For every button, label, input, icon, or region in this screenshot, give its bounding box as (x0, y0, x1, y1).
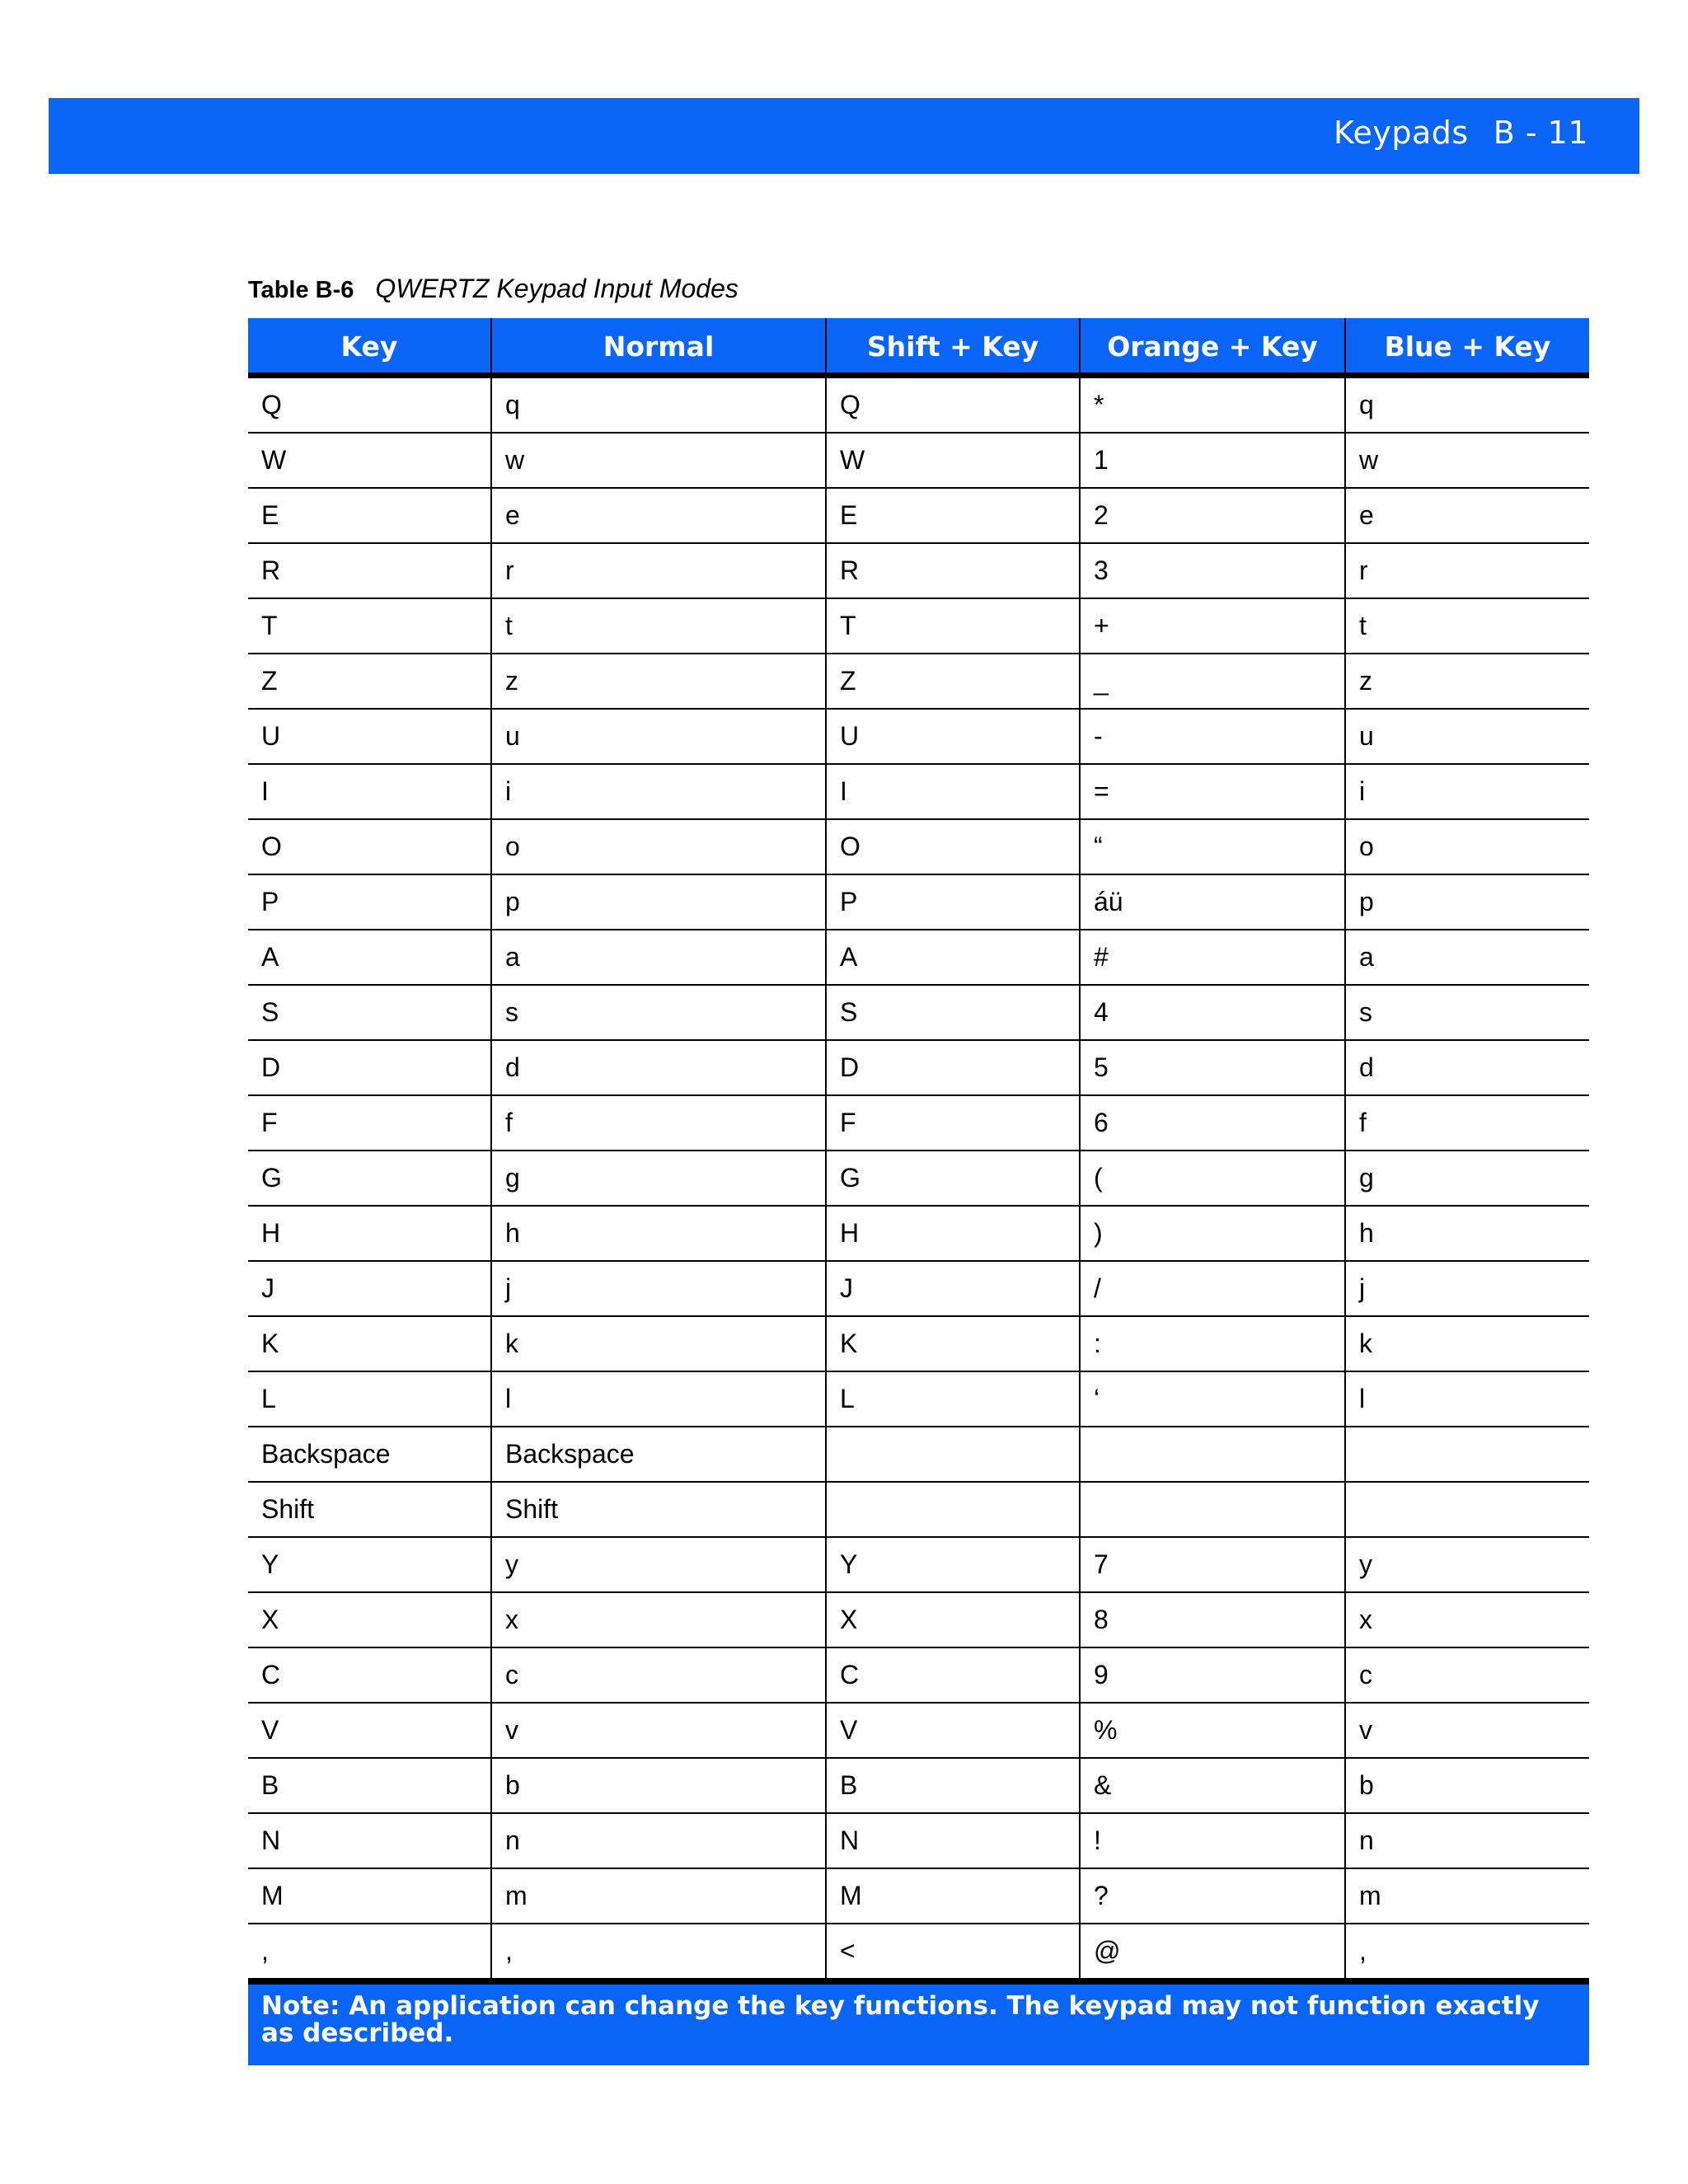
shift-key-cell: F (826, 1095, 1080, 1151)
key-cell: Y (248, 1537, 491, 1592)
key-cell: T (248, 598, 491, 654)
blue-key-cell: j (1345, 1261, 1589, 1316)
orange-key-cell: 4 (1080, 985, 1345, 1040)
page-header-bar (49, 98, 1639, 174)
table-row (248, 1592, 1589, 1647)
shift-key-cell: P (826, 874, 1080, 930)
blue-key-cell: a (1345, 930, 1589, 985)
key-cell: M (248, 1868, 491, 1924)
table-row (248, 764, 1589, 819)
table-row (248, 1371, 1589, 1427)
table-row (248, 1206, 1589, 1261)
orange-key-cell: 8 (1080, 1592, 1345, 1647)
normal-cell: g (491, 1151, 826, 1206)
normal-cell: o (491, 819, 826, 874)
shift-key-cell: H (826, 1206, 1080, 1261)
blue-key-cell: q (1345, 376, 1589, 434)
table-row (248, 985, 1589, 1040)
shift-key-cell: M (826, 1868, 1080, 1924)
orange-key-cell: # (1080, 930, 1345, 985)
blue-key-cell: v (1345, 1703, 1589, 1758)
key-cell: R (248, 543, 491, 598)
key-cell: X (248, 1592, 491, 1647)
blue-key-cell: c (1345, 1647, 1589, 1703)
key-cell: Z (248, 654, 491, 709)
table-row (248, 1868, 1589, 1924)
normal-cell: p (491, 874, 826, 930)
key-cell: C (248, 1647, 491, 1703)
table-row (248, 543, 1589, 598)
shift-key-cell: U (826, 709, 1080, 764)
shift-key-cell: O (826, 819, 1080, 874)
shift-key-cell: Q (826, 376, 1080, 434)
orange-key-cell: _ (1080, 654, 1345, 709)
normal-cell: v (491, 1703, 826, 1758)
shift-key-cell: V (826, 1703, 1080, 1758)
key-cell: W (248, 433, 491, 488)
key-cell: , (248, 1924, 491, 1979)
qwertz-keypad-table (248, 318, 1589, 1980)
blue-key-cell: s (1345, 985, 1589, 1040)
table-row (248, 1813, 1589, 1868)
table-row (248, 1316, 1589, 1371)
shift-key-cell (826, 1427, 1080, 1482)
table-row (248, 1095, 1589, 1151)
orange-key-cell: * (1080, 376, 1345, 434)
shift-key-cell: Z (826, 654, 1080, 709)
orange-key-cell: % (1080, 1703, 1345, 1758)
shift-key-cell: Y (826, 1537, 1080, 1592)
shift-key-cell: I (826, 764, 1080, 819)
shift-key-cell: L (826, 1371, 1080, 1427)
normal-cell: c (491, 1647, 826, 1703)
orange-key-cell: + (1080, 598, 1345, 654)
table-body (248, 376, 1589, 1980)
key-cell: Backspace (248, 1427, 491, 1482)
column-header-blue-key: Blue + Key (1345, 319, 1589, 376)
blue-key-cell: u (1345, 709, 1589, 764)
section-title: Keypads (1333, 115, 1469, 151)
orange-key-cell: ‘ (1080, 1371, 1345, 1427)
normal-cell: Shift (491, 1482, 826, 1537)
shift-key-cell: T (826, 598, 1080, 654)
normal-cell: q (491, 376, 826, 434)
table-row (248, 709, 1589, 764)
orange-key-cell (1080, 1482, 1345, 1537)
blue-key-cell (1345, 1427, 1589, 1482)
normal-cell: r (491, 543, 826, 598)
key-cell: A (248, 930, 491, 985)
table-row (248, 598, 1589, 654)
shift-key-cell: R (826, 543, 1080, 598)
key-cell: N (248, 1813, 491, 1868)
shift-key-cell: < (826, 1924, 1080, 1979)
table-row (248, 1924, 1589, 1979)
shift-key-cell: W (826, 433, 1080, 488)
blue-key-cell: t (1345, 598, 1589, 654)
orange-key-cell: - (1080, 709, 1345, 764)
shift-key-cell: S (826, 985, 1080, 1040)
table-row (248, 654, 1589, 709)
blue-key-cell (1345, 1482, 1589, 1537)
key-cell: P (248, 874, 491, 930)
key-cell: D (248, 1040, 491, 1095)
shift-key-cell: N (826, 1813, 1080, 1868)
blue-key-cell: k (1345, 1316, 1589, 1371)
key-cell: L (248, 1371, 491, 1427)
key-cell: F (248, 1095, 491, 1151)
normal-cell: u (491, 709, 826, 764)
key-cell: K (248, 1316, 491, 1371)
table-row (248, 433, 1589, 488)
table-row (248, 930, 1589, 985)
key-cell: S (248, 985, 491, 1040)
orange-key-cell: 9 (1080, 1647, 1345, 1703)
normal-cell: e (491, 488, 826, 543)
key-cell: Q (248, 376, 491, 434)
normal-cell: l (491, 1371, 826, 1427)
table-row (248, 1647, 1589, 1703)
normal-cell: z (491, 654, 826, 709)
blue-key-cell: h (1345, 1206, 1589, 1261)
normal-cell: k (491, 1316, 826, 1371)
keypad-table-container (248, 318, 1589, 2065)
shift-key-cell: J (826, 1261, 1080, 1316)
orange-key-cell: = (1080, 764, 1345, 819)
normal-cell: , (491, 1924, 826, 1979)
normal-cell: a (491, 930, 826, 985)
blue-key-cell: d (1345, 1040, 1589, 1095)
key-cell: H (248, 1206, 491, 1261)
blue-key-cell: l (1345, 1371, 1589, 1427)
blue-key-cell: g (1345, 1151, 1589, 1206)
key-cell: J (248, 1261, 491, 1316)
shift-key-cell: A (826, 930, 1080, 985)
table-row (248, 376, 1589, 434)
normal-cell: m (491, 1868, 826, 1924)
shift-key-cell: C (826, 1647, 1080, 1703)
shift-key-cell: K (826, 1316, 1080, 1371)
normal-cell: d (491, 1040, 826, 1095)
orange-key-cell: 5 (1080, 1040, 1345, 1095)
orange-key-cell: ! (1080, 1813, 1345, 1868)
key-cell: Shift (248, 1482, 491, 1537)
orange-key-cell: 1 (1080, 433, 1345, 488)
blue-key-cell: m (1345, 1868, 1589, 1924)
page-number: B - 11 (1493, 115, 1588, 151)
normal-cell: n (491, 1813, 826, 1868)
blue-key-cell: f (1345, 1095, 1589, 1151)
key-cell: B (248, 1758, 491, 1813)
column-header-orange-key: Orange + Key (1080, 319, 1345, 376)
normal-cell: w (491, 433, 826, 488)
orange-key-cell: : (1080, 1316, 1345, 1371)
orange-key-cell: / (1080, 1261, 1345, 1316)
orange-key-cell: áü (1080, 874, 1345, 930)
key-cell: V (248, 1703, 491, 1758)
key-cell: G (248, 1151, 491, 1206)
table-row (248, 819, 1589, 874)
shift-key-cell (826, 1482, 1080, 1537)
page-header-text (1334, 115, 1588, 151)
table-number: Table B-6 (248, 277, 354, 303)
blue-key-cell: n (1345, 1813, 1589, 1868)
table-note: Note: An application can change the key functions. The keypad may not function exactly as described. (248, 1980, 1589, 2065)
orange-key-cell: & (1080, 1758, 1345, 1813)
table-row (248, 1482, 1589, 1537)
table-row (248, 1703, 1589, 1758)
normal-cell: y (491, 1537, 826, 1592)
table-caption (248, 274, 738, 304)
blue-key-cell: i (1345, 764, 1589, 819)
shift-key-cell: D (826, 1040, 1080, 1095)
normal-cell: f (491, 1095, 826, 1151)
key-cell: E (248, 488, 491, 543)
table-header-row (248, 319, 1589, 376)
key-cell: O (248, 819, 491, 874)
table-row (248, 1261, 1589, 1316)
blue-key-cell: x (1345, 1592, 1589, 1647)
blue-key-cell: b (1345, 1758, 1589, 1813)
orange-key-cell: ( (1080, 1151, 1345, 1206)
orange-key-cell: ? (1080, 1868, 1345, 1924)
orange-key-cell: “ (1080, 819, 1345, 874)
blue-key-cell: w (1345, 433, 1589, 488)
shift-key-cell: G (826, 1151, 1080, 1206)
table-row (248, 1040, 1589, 1095)
shift-key-cell: X (826, 1592, 1080, 1647)
table-row (248, 1758, 1589, 1813)
table-row (248, 1151, 1589, 1206)
table-row (248, 1427, 1589, 1482)
normal-cell: Backspace (491, 1427, 826, 1482)
normal-cell: j (491, 1261, 826, 1316)
normal-cell: h (491, 1206, 826, 1261)
normal-cell: i (491, 764, 826, 819)
orange-key-cell: @ (1080, 1924, 1345, 1979)
normal-cell: s (491, 985, 826, 1040)
blue-key-cell: r (1345, 543, 1589, 598)
table-row (248, 1537, 1589, 1592)
blue-key-cell: o (1345, 819, 1589, 874)
column-header-shift-key: Shift + Key (826, 319, 1080, 376)
table-row (248, 488, 1589, 543)
table-title: QWERTZ Keypad Input Modes (375, 274, 738, 303)
blue-key-cell: z (1345, 654, 1589, 709)
orange-key-cell: ) (1080, 1206, 1345, 1261)
column-header-normal: Normal (491, 319, 826, 376)
normal-cell: b (491, 1758, 826, 1813)
blue-key-cell: p (1345, 874, 1589, 930)
orange-key-cell: 7 (1080, 1537, 1345, 1592)
normal-cell: x (491, 1592, 826, 1647)
key-cell: U (248, 709, 491, 764)
orange-key-cell (1080, 1427, 1345, 1482)
shift-key-cell: E (826, 488, 1080, 543)
table-row (248, 874, 1589, 930)
blue-key-cell: e (1345, 488, 1589, 543)
key-cell: I (248, 764, 491, 819)
normal-cell: t (491, 598, 826, 654)
blue-key-cell: y (1345, 1537, 1589, 1592)
blue-key-cell: , (1345, 1924, 1589, 1979)
orange-key-cell: 3 (1080, 543, 1345, 598)
column-header-key: Key (248, 319, 491, 376)
shift-key-cell: B (826, 1758, 1080, 1813)
orange-key-cell: 2 (1080, 488, 1345, 543)
orange-key-cell: 6 (1080, 1095, 1345, 1151)
